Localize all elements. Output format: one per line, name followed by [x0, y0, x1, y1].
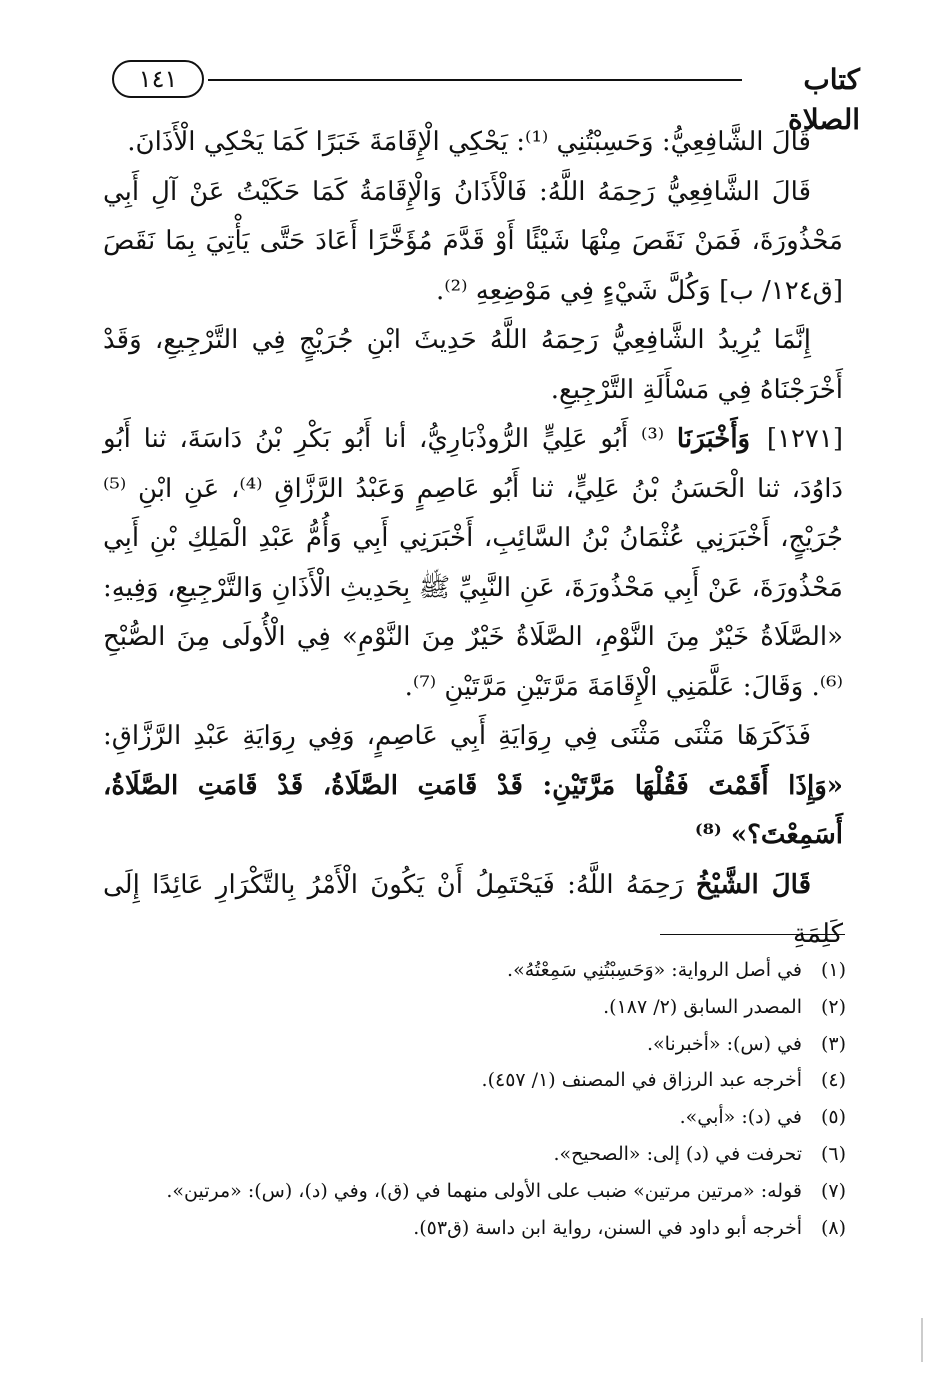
- hadith-1271: [103, 415, 843, 712]
- paragraph-2: قَالَ الشَّافِعِيُّ رَحِمَهُ اللَّهُ: فَالْأَذَانُ وَالْإِقَامَةُ كَمَا حَكَيْتُ عَنْ آلِ أَبِي مَحْذُورَةَ، فَمَنْ نَقَصَ مِنْهَا شَيْئًا أَوْ قَدَّمَ مُؤَخَّرًا أَعَادَ حَتَّى يَأْتِيَ بِمَا نَقَصَ [ق١٢٤/ ب] وَكُلَّ شَيْءٍ فِي مَوْضِعِهِ ⁽²⁾.: [103, 176, 843, 306]
- footnote-2: [103, 989, 846, 1026]
- footnote-number: (٤): [820, 1069, 846, 1092]
- footnote-7: [103, 1173, 846, 1210]
- footnote-4: [103, 1062, 846, 1099]
- paragraph-5-text: فَذَكَرَهَا مَثْنَى مَثْنَى فِي رِوَايَةِ أَبِي عَاصِمٍ، وَفِي رِوَايَةِ عَبْدِ الرَّزَّاقِ:: [103, 721, 811, 751]
- footnote-8: [103, 1210, 846, 1247]
- footnote-text: أخرجه أبو داود في السنن، رواية ابن داسة (ق٥٣).: [413, 1216, 802, 1239]
- paragraph-6-text: رَحِمَهُ اللَّهُ: فَيَحْتَمِلُ أَنْ يَكُونَ الْأَمْرُ بِالتَّكْرَارِ عَائِدًا إِلَى كَلِمَةِ: [103, 869, 843, 949]
- page-header: [100, 60, 860, 136]
- footnote-1: [103, 952, 846, 989]
- footnote-text: في أصل الرواية: «وَحَسِبْتُنِي سَمِعْتُهُ».: [507, 959, 802, 981]
- footnote-text: المصدر السابق (٢/ ١٨٧).: [603, 995, 802, 1018]
- footnote-text: أخرجه عبد الرزاق في المصنف (١/ ٤٥٧).: [481, 1069, 802, 1092]
- footnote-text: تحرفت في (د) إلى: «الصحيح».: [553, 1142, 802, 1165]
- page-number-badge: [112, 60, 204, 98]
- main-text: [103, 118, 843, 960]
- paragraph-6: [103, 861, 843, 960]
- paragraph-6-lead: قَالَ الشَّيْخُ: [695, 869, 811, 900]
- paragraph-3: إِنَّمَا يُرِيدُ الشَّافِعِيُّ رَحِمَهُ اللَّهُ حَدِيثَ ابْنِ جُرَيْجٍ فِي التَّرْجِيعِ، وَقَدْ أَخْرَجْنَاهُ فِي مَسْأَلَةِ التَّرْجِيعِ.: [103, 325, 843, 405]
- hadith-lead: وَأَخْبَرَنَا: [676, 424, 751, 454]
- footnote-number: (١): [820, 959, 846, 981]
- footnote-number: (٥): [820, 1106, 846, 1129]
- header-rule: [208, 79, 742, 81]
- footnote-6: [103, 1136, 846, 1173]
- footnote-number: (٢): [820, 995, 846, 1018]
- hadith-number: [١٢٧١]: [766, 424, 843, 454]
- running-head: كتاب الصلاة: [788, 63, 860, 136]
- margin-mark: [921, 1318, 923, 1362]
- footnote-3: [103, 1026, 846, 1063]
- page-number: ١٤١: [138, 65, 178, 93]
- footnote-number: (٨): [820, 1216, 846, 1239]
- footnote-number: (٦): [820, 1142, 846, 1165]
- paragraph-5-quote: «وَإِذَا أَقَمْتَ فَقُلْهَا مَرَّتَيْنِ: قَدْ قَامَتِ الصَّلَاةُ، قَدْ قَامَتِ الصَّلَاةُ، أَسَمِعْتَ؟» ⁽⁸⁾: [103, 770, 843, 850]
- footnote-divider: [660, 934, 845, 935]
- hadith-text: ⁽³⁾ أَبُو عَلِيٍّ الرُّوذْبَارِيُّ، أنا أَبُو بَكْرِ بْنُ دَاسَةَ، ثنا أَبُو دَاوُدَ، ثنا الْحَسَنُ بْنُ عَلِيٍّ، ثنا أَبُو عَاصِمٍ وَعَبْدُ الرَّزَّاقِ ⁽⁴⁾، عَنِ ابْنِ ⁽⁵⁾ جُرَيْجٍ، أَخْبَرَنِي عُثْمَانُ بْنُ السَّائِبِ، أَخْبَرَنِي أَبِي وَأُمُّ عَبْدِ الْمَلِكِ بْنِ أَبِي مَحْذُورَةَ، عَنْ أَبِي مَحْذُورَةَ، عَنِ النَّبِيِّ ﷺ بِحَدِيثِ الْأَذَانِ وَالتَّرْجِيعِ، وَفِيهِ: «الصَّلَاةُ خَيْرٌ مِنَ النَّوْمِ، الصَّلَاةُ خَيْرٌ مِنَ النَّوْمِ» فِي الْأُولَى مِنَ الصُّبْحِ ⁽⁶⁾. وَقَالَ: عَلَّمَنِي الْإِقَامَةَ مَرَّتَيْنِ مَرَّتَيْنِ ⁽⁷⁾.: [103, 424, 843, 702]
- footnote-number: (٧): [820, 1179, 846, 1202]
- paragraph-1: قَالَ الشَّافِعِيُّ: وَحَسِبْتُنِي ⁽¹⁾: يَحْكِي الْإِقَامَةَ خَبَرًا كَمَا يَحْكِي الْأَذَانَ.: [127, 127, 811, 157]
- footnote-text: في (س): «أخبرنا».: [646, 1032, 802, 1055]
- footnotes: [103, 952, 846, 1246]
- footnote-number: (٣): [820, 1032, 846, 1055]
- paragraph-5: [103, 712, 843, 861]
- footnote-text: قوله: «مرتين مرتين» ضبب على الأولى منهما في (ق)، وفي (د)، (س): «مرتين».: [166, 1179, 802, 1202]
- footnote-text: في (د): «أبي».: [679, 1106, 802, 1129]
- footnote-5: [103, 1099, 846, 1136]
